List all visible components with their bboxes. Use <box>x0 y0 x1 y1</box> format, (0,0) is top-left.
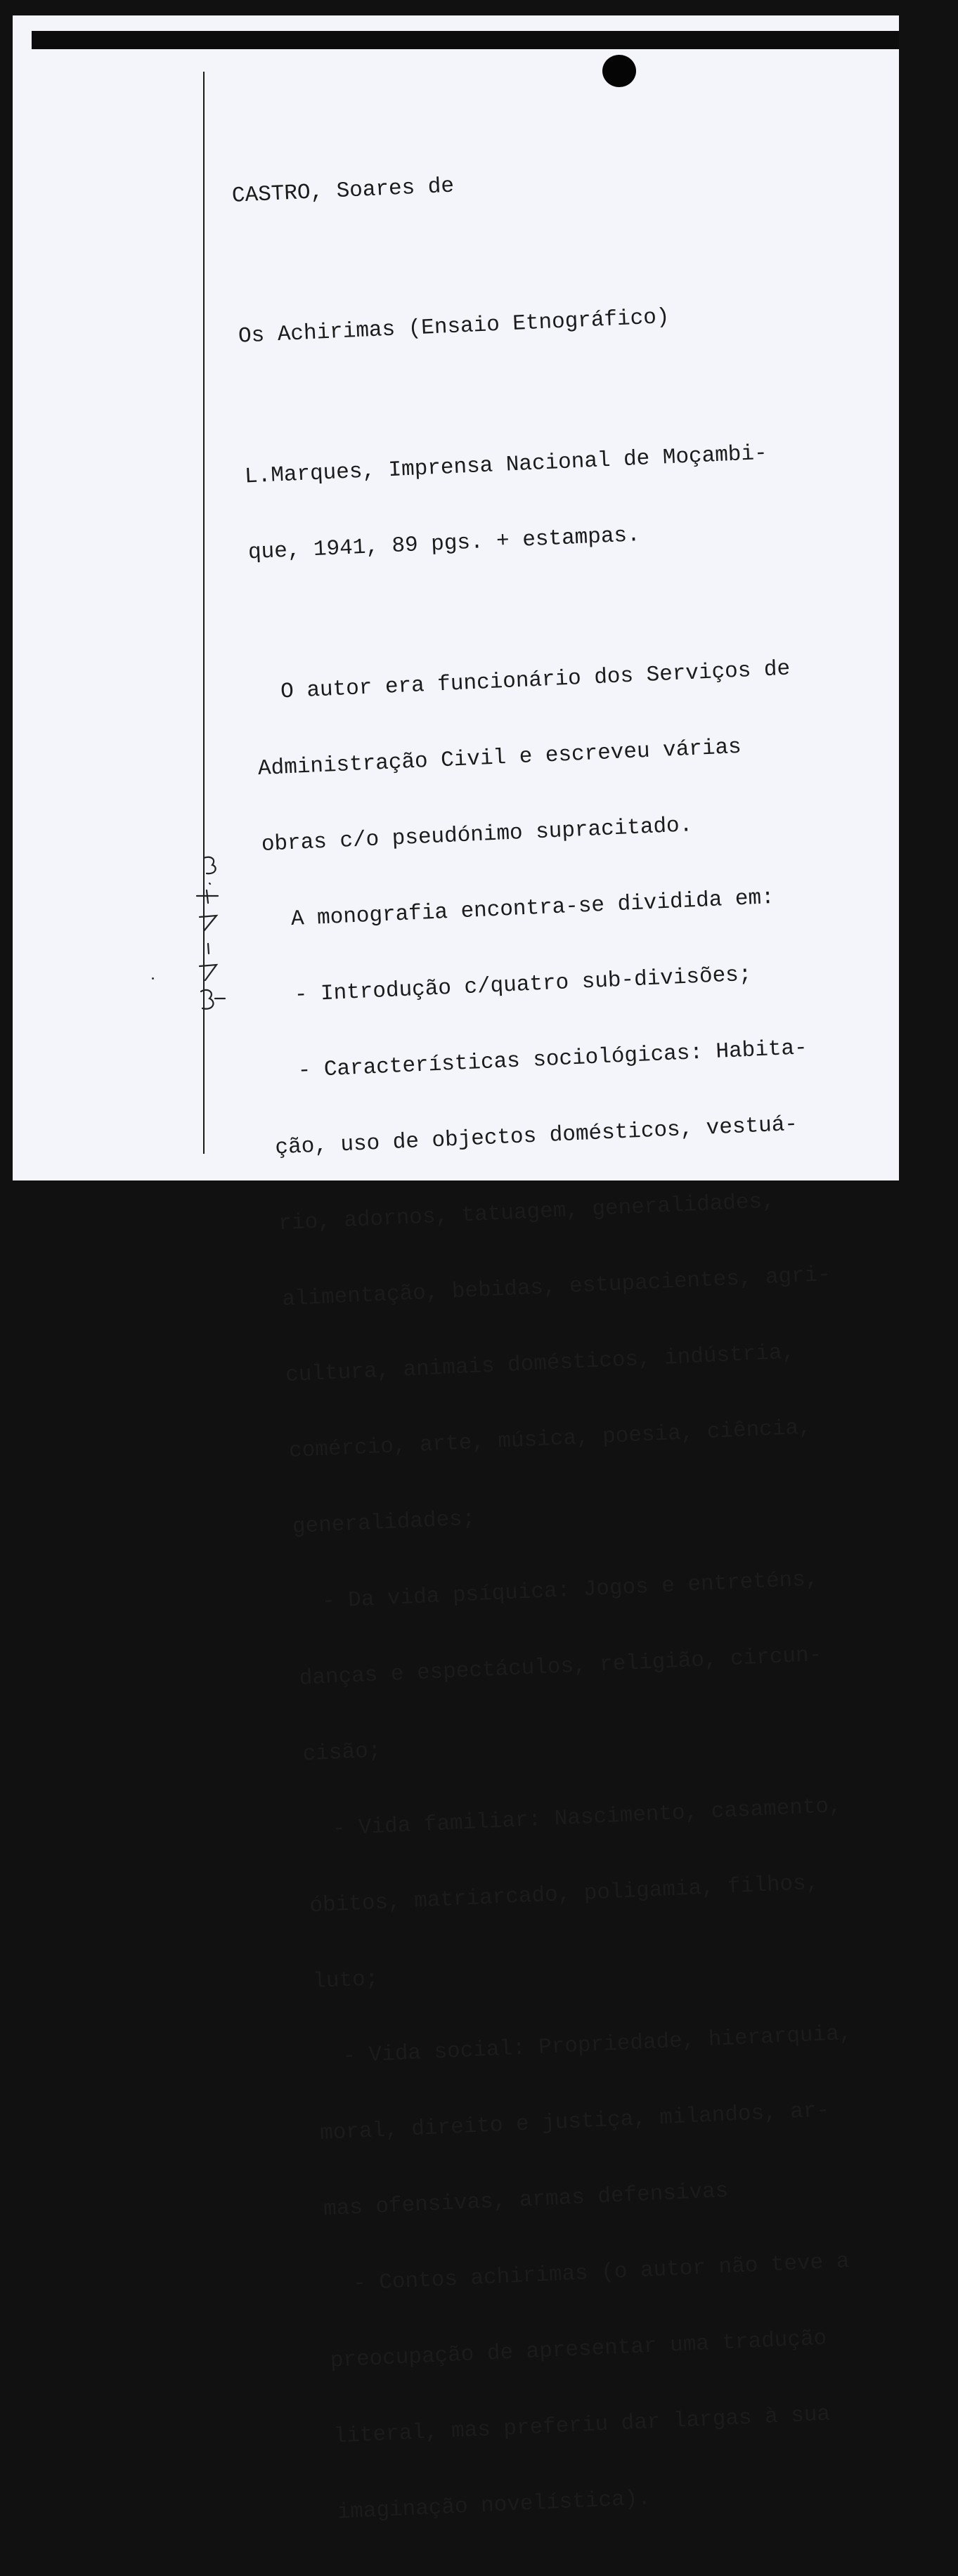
body-line: comércio, arte, música, poesia, ciência, <box>288 1415 813 1464</box>
body-line: - Características sociológicas: Habita- <box>271 1036 808 1085</box>
body-line: - Da vida psíquica: Jogos e entreténs, <box>295 1567 820 1615</box>
author-name: CASTRO, Soares de <box>231 174 455 209</box>
body-line: rio, adornos, tatuagem, generalidades, <box>278 1189 776 1237</box>
body-line: moral, direito e justiça, milandos, ar- <box>319 2098 830 2147</box>
body-line: generalidades; <box>292 1507 477 1540</box>
body-line: obras c/o pseudónimo supracitado. <box>261 813 694 857</box>
book-title: Os Achirimas (Ensaio Etnográfico) <box>238 304 671 349</box>
card-text-block <box>229 105 958 2576</box>
body-line: - Contos achirimas (o autor não teve a <box>326 2249 850 2298</box>
body-line: - Vida familiar: Nascimento, casamento, <box>305 1793 843 1843</box>
body-line: ção, uso de objectos domésticos, vestuá- <box>274 1112 798 1161</box>
body-line: Administração Civil e escreveu várias <box>257 734 742 782</box>
handwritten-date-annotation <box>190 854 239 1015</box>
body-line: A monografia encontra-se dividida em: <box>264 885 775 933</box>
spacer <box>235 232 853 274</box>
body-line: imaginação novelística). <box>336 2486 652 2525</box>
body-line: alimentação, bebidas, estupacientes, agri- <box>281 1262 831 1313</box>
top-black-border <box>32 31 899 49</box>
body-line: cultura, animais domésticos, indústria, <box>285 1340 796 1388</box>
publication-line: que, 1941, 89 pgs. + estampas. <box>247 523 641 566</box>
body-line: literal, mas preferiu dar largas à sua <box>333 2402 831 2450</box>
body-line: cisão; <box>302 1738 382 1767</box>
body-line: danças e espectáculos, religião, circun- <box>299 1642 823 1691</box>
body-line: O autor era funcionário dos Serviços de <box>254 656 791 706</box>
body-line: - Vida social: Propriedade, hierarquia, <box>316 2021 853 2071</box>
body-line: luto; <box>312 1967 380 1995</box>
publication-line: L.Marques, Imprensa Nacional de Moçambi- <box>244 441 768 490</box>
body-line: óbitos, matriarcado, poligamia, filhos, <box>309 1871 820 1919</box>
body-line: - Introdução c/quatro sub-divisões; <box>267 962 753 1009</box>
punch-hole <box>602 55 636 87</box>
scan-speck <box>152 977 154 980</box>
body-line: mas ofensivas, armas defensivas <box>323 2178 730 2222</box>
spacer <box>251 588 869 630</box>
spacer <box>241 372 860 415</box>
body-line: preocupação de apresentar uma tradução <box>330 2326 827 2374</box>
